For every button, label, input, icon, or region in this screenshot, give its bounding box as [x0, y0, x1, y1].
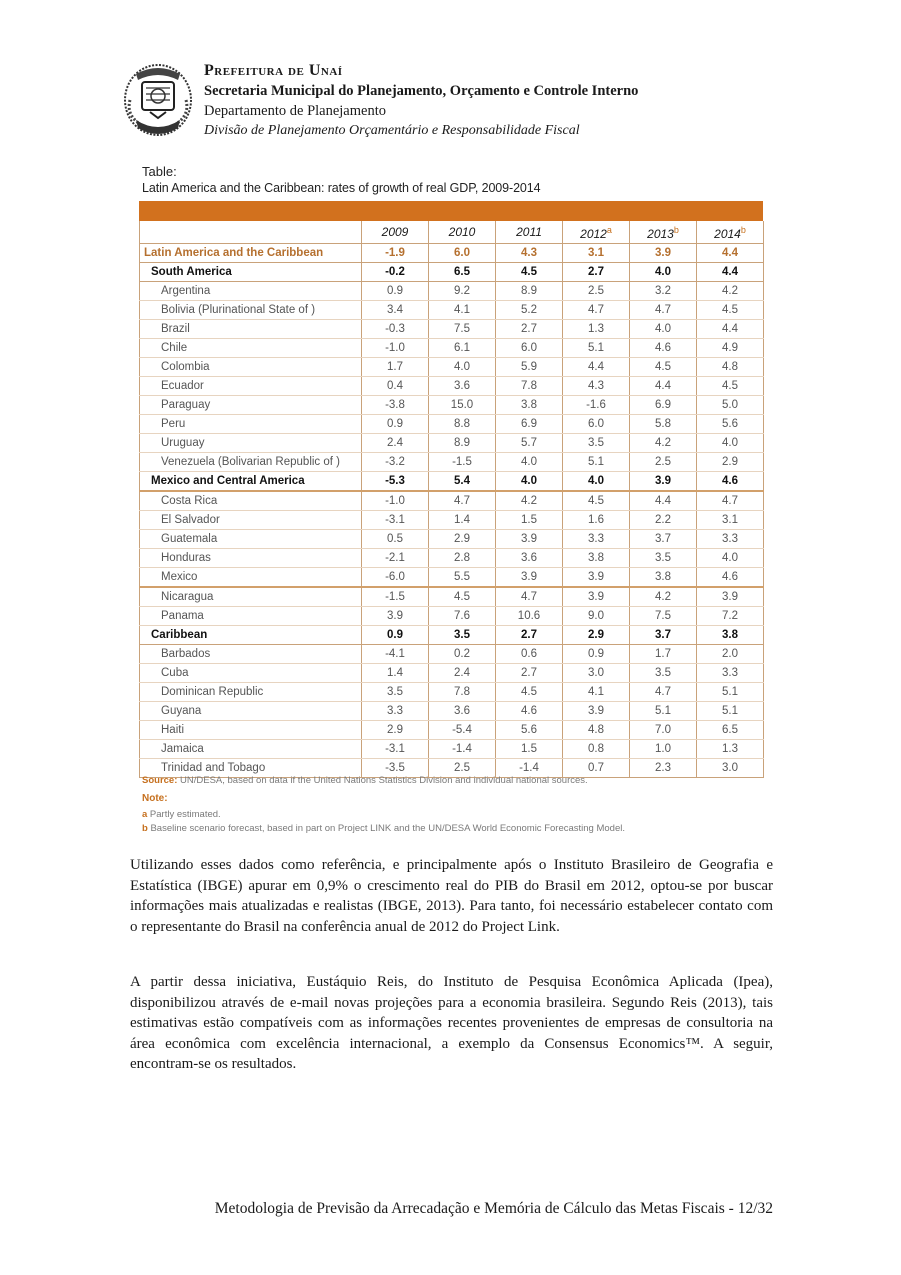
gdp-value-cell: 1.4: [362, 664, 429, 683]
year-label: 2009: [381, 225, 409, 239]
gdp-value-cell: 0.7: [563, 759, 630, 778]
gdp-value-cell: 3.0: [563, 664, 630, 683]
gdp-value-cell: 3.9: [362, 607, 429, 626]
gdp-value-cell: 4.5: [697, 301, 764, 320]
row-label: Brazil: [140, 320, 362, 339]
row-label: Chile: [140, 339, 362, 358]
gdp-value-cell: 1.7: [362, 358, 429, 377]
table-row: [140, 434, 764, 453]
division-name: Divisão de Planejamento Orçamentário e Responsabilidade Fiscal: [204, 123, 580, 138]
note-b: [142, 822, 625, 836]
gdp-value-cell: 3.5: [630, 549, 697, 568]
gdp-value-cell: 5.0: [697, 396, 764, 415]
table-title: Latin America and the Caribbean: rates of growth of real GDP, 2009-2014: [142, 181, 541, 195]
gdp-value-cell: 4.5: [429, 587, 496, 607]
gdp-value-cell: 4.0: [630, 263, 697, 282]
table-row: [140, 396, 764, 415]
gdp-value-cell: 3.9: [563, 587, 630, 607]
table-row: [140, 702, 764, 721]
row-label: Jamaica: [140, 740, 362, 759]
municipal-crest-icon: [122, 60, 194, 138]
gdp-value-cell: -5.4: [429, 721, 496, 740]
gdp-value-cell: 0.4: [362, 377, 429, 396]
gdp-value-cell: 2.8: [429, 549, 496, 568]
gdp-value-cell: 7.6: [429, 607, 496, 626]
gdp-value-cell: 3.9: [496, 530, 563, 549]
body-paragraph-1: Utilizando esses dados como referência, e principalmente após o Instituto Brasileiro de Geografia e Estatística (IBGE) apurar em 0,9% o crescimento real do PIB do Brasil em 2012, optou-se por buscar informações mais atualizadas e realistas (IBGE, 2013). Para tanto, foi necessário estabelecer contato com o representante do Brasil na conferência anual de 2012 do Project Link.: [130, 857, 773, 935]
gdp-value-cell: 4.5: [496, 683, 563, 702]
gdp-value-cell: 3.5: [362, 683, 429, 702]
gdp-value-cell: -0.2: [362, 263, 429, 282]
org-name: Prefeitura de Unaí: [204, 62, 343, 79]
gdp-value-cell: 4.0: [697, 434, 764, 453]
gdp-value-cell: 4.4: [630, 491, 697, 511]
gdp-value-cell: -3.2: [362, 453, 429, 472]
table-row: [140, 607, 764, 626]
row-label: Ecuador: [140, 377, 362, 396]
gdp-value-cell: 4.3: [496, 244, 563, 263]
gdp-value-cell: 7.5: [429, 320, 496, 339]
table-row: [140, 568, 764, 588]
gdp-value-cell: 0.9: [362, 415, 429, 434]
gdp-value-cell: 4.7: [630, 683, 697, 702]
gdp-value-cell: 4.5: [697, 377, 764, 396]
gdp-value-cell: -1.9: [362, 244, 429, 263]
year-footnote-marker: b: [740, 225, 746, 235]
gdp-value-cell: 4.4: [697, 244, 764, 263]
gdp-value-cell: 3.8: [563, 549, 630, 568]
gdp-value-cell: -5.3: [362, 472, 429, 492]
gdp-value-cell: 7.0: [630, 721, 697, 740]
gdp-value-cell: 7.2: [697, 607, 764, 626]
row-label: El Salvador: [140, 511, 362, 530]
gdp-value-cell: 3.8: [496, 396, 563, 415]
table-row: [140, 415, 764, 434]
gdp-value-cell: 4.7: [697, 491, 764, 511]
gdp-value-cell: 3.1: [697, 511, 764, 530]
row-label: Costa Rica: [140, 491, 362, 511]
gdp-value-cell: 2.5: [630, 453, 697, 472]
gdp-value-cell: 3.3: [362, 702, 429, 721]
gdp-value-cell: 15.0: [429, 396, 496, 415]
gdp-value-cell: 3.6: [496, 549, 563, 568]
year-header: [630, 221, 697, 244]
gdp-value-cell: 3.9: [496, 568, 563, 588]
gdp-value-cell: 2.4: [362, 434, 429, 453]
row-label: Panama: [140, 607, 362, 626]
row-label: Guatemala: [140, 530, 362, 549]
body-paragraph-2: A partir dessa iniciativa, Eustáquio Reis, do Instituto de Pesquisa Econômica Aplicada (Ipea), disponibilizou através de e-mail novas projeções para a economia brasileira. Segundo Reis (2013), tais estimativas estão compatíveis com as informações recentes provenientes de empresas de consultoria na área econômica com excelência internacional, a exemplo da Consensus Economics™. A seguir, encontram-se os resultados.: [130, 974, 773, 1072]
gdp-value-cell: 4.2: [630, 587, 697, 607]
year-label: 2014: [714, 227, 741, 241]
year-header: [563, 221, 630, 244]
table-row: [140, 358, 764, 377]
gdp-value-cell: 4.8: [563, 721, 630, 740]
table-row: [140, 282, 764, 301]
gdp-value-cell: 6.0: [563, 415, 630, 434]
gdp-value-cell: 1.4: [429, 511, 496, 530]
gdp-value-cell: 4.6: [496, 702, 563, 721]
note-label: Note:: [142, 793, 168, 804]
row-label: Argentina: [140, 282, 362, 301]
gdp-value-cell: 3.9: [563, 568, 630, 588]
gdp-value-cell: 6.5: [697, 721, 764, 740]
gdp-value-cell: 5.2: [496, 301, 563, 320]
year-footnote-marker: b: [673, 225, 679, 235]
gdp-value-cell: -1.5: [429, 453, 496, 472]
gdp-value-cell: 4.7: [563, 301, 630, 320]
table-caption: [142, 163, 540, 197]
year-label: 2012: [580, 227, 607, 241]
table-row: [140, 549, 764, 568]
gdp-value-cell: 6.1: [429, 339, 496, 358]
year-header: [429, 221, 496, 244]
gdp-value-cell: 4.2: [630, 434, 697, 453]
year-label: 2013: [647, 227, 674, 241]
gdp-table-container: [139, 201, 763, 778]
table-row: [140, 491, 764, 511]
gdp-value-cell: 4.4: [630, 377, 697, 396]
gdp-value-cell: 2.9: [362, 721, 429, 740]
gdp-value-cell: 1.3: [563, 320, 630, 339]
row-label: Haiti: [140, 721, 362, 740]
table-row: [140, 339, 764, 358]
gdp-value-cell: -1.6: [563, 396, 630, 415]
row-label: Latin America and the Caribbean: [140, 244, 362, 263]
gdp-growth-table: [139, 221, 764, 778]
table-header-bar: [139, 201, 763, 221]
gdp-value-cell: 3.7: [630, 530, 697, 549]
year-label: 2010: [448, 225, 476, 239]
gdp-value-cell: 3.6: [429, 377, 496, 396]
row-label: South America: [140, 263, 362, 282]
gdp-value-cell: 3.0: [697, 759, 764, 778]
row-label: Colombia: [140, 358, 362, 377]
gdp-value-cell: 2.7: [496, 320, 563, 339]
gdp-value-cell: 3.5: [429, 626, 496, 645]
gdp-value-cell: 4.5: [496, 263, 563, 282]
gdp-value-cell: 3.1: [563, 244, 630, 263]
gdp-value-cell: 4.9: [697, 339, 764, 358]
gdp-value-cell: 8.9: [496, 282, 563, 301]
gdp-value-cell: 6.0: [496, 339, 563, 358]
gdp-value-cell: 4.4: [697, 263, 764, 282]
gdp-value-cell: 6.0: [429, 244, 496, 263]
row-label: Barbados: [140, 645, 362, 664]
gdp-value-cell: 5.8: [630, 415, 697, 434]
gdp-value-cell: 3.8: [697, 626, 764, 645]
note-a-key: a: [142, 809, 148, 820]
source-line: [142, 774, 625, 788]
region-row: [140, 472, 764, 492]
gdp-value-cell: 4.0: [429, 358, 496, 377]
gdp-value-cell: 6.9: [630, 396, 697, 415]
gdp-value-cell: 4.0: [496, 453, 563, 472]
table-row: [140, 683, 764, 702]
gdp-value-cell: 4.1: [563, 683, 630, 702]
gdp-value-cell: 7.8: [496, 377, 563, 396]
gdp-value-cell: 5.1: [697, 683, 764, 702]
gdp-value-cell: 2.2: [630, 511, 697, 530]
source-label: Source:: [142, 775, 178, 786]
gdp-value-cell: 8.8: [429, 415, 496, 434]
gdp-value-cell: 4.6: [697, 472, 764, 492]
gdp-value-cell: 3.3: [697, 530, 764, 549]
gdp-value-cell: -4.1: [362, 645, 429, 664]
gdp-value-cell: -1.0: [362, 339, 429, 358]
gdp-value-cell: 4.5: [630, 358, 697, 377]
gdp-value-cell: 6.9: [496, 415, 563, 434]
gdp-value-cell: 3.8: [630, 568, 697, 588]
gdp-value-cell: 2.5: [563, 282, 630, 301]
gdp-value-cell: 5.4: [429, 472, 496, 492]
row-label: Mexico and Central America: [140, 472, 362, 492]
year-header: [362, 221, 429, 244]
table-label: Table:: [142, 164, 177, 179]
gdp-value-cell: 4.5: [563, 491, 630, 511]
gdp-value-cell: 4.7: [496, 587, 563, 607]
gdp-value-cell: 2.9: [563, 626, 630, 645]
gdp-value-cell: 2.9: [429, 530, 496, 549]
year-footnote-marker: a: [606, 225, 612, 235]
gdp-value-cell: 7.8: [429, 683, 496, 702]
secretariat-name: Secretaria Municipal do Planejamento, Orçamento e Controle Interno: [204, 83, 639, 99]
note-a: [142, 808, 625, 822]
gdp-value-cell: 1.6: [563, 511, 630, 530]
header-blank-cell: [140, 221, 362, 244]
gdp-value-cell: 0.5: [362, 530, 429, 549]
gdp-value-cell: 4.8: [697, 358, 764, 377]
page-footer: Metodologia de Previsão da Arrecadação e Memória de Cálculo das Metas Fiscais - 12/32: [214, 1200, 773, 1217]
gdp-value-cell: 3.3: [697, 664, 764, 683]
year-header: [697, 221, 764, 244]
gdp-value-cell: 1.0: [630, 740, 697, 759]
gdp-value-cell: 0.2: [429, 645, 496, 664]
table-row: [140, 664, 764, 683]
row-label: Caribbean: [140, 626, 362, 645]
gdp-value-cell: -1.0: [362, 491, 429, 511]
gdp-value-cell: 3.9: [630, 244, 697, 263]
gdp-value-cell: 3.7: [630, 626, 697, 645]
region-row: [140, 626, 764, 645]
row-label: Nicaragua: [140, 587, 362, 607]
gdp-value-cell: 2.4: [429, 664, 496, 683]
gdp-value-cell: 10.6: [496, 607, 563, 626]
gdp-value-cell: 2.7: [496, 664, 563, 683]
gdp-value-cell: 4.0: [496, 472, 563, 492]
gdp-value-cell: 1.5: [496, 740, 563, 759]
row-label: Mexico: [140, 568, 362, 588]
table-row: [140, 721, 764, 740]
gdp-value-cell: 5.7: [496, 434, 563, 453]
gdp-value-cell: -1.4: [429, 740, 496, 759]
gdp-value-cell: 0.9: [362, 282, 429, 301]
gdp-value-cell: 4.0: [697, 549, 764, 568]
gdp-value-cell: 4.0: [630, 320, 697, 339]
gdp-value-cell: 6.5: [429, 263, 496, 282]
gdp-value-cell: 4.4: [697, 320, 764, 339]
source-text: UN/DESA, based on data if the United Nations Statistics Division and individual national sources.: [177, 775, 588, 786]
gdp-value-cell: 9.0: [563, 607, 630, 626]
gdp-value-cell: -3.1: [362, 740, 429, 759]
gdp-value-cell: 0.9: [362, 626, 429, 645]
gdp-value-cell: -3.5: [362, 759, 429, 778]
row-label: Cuba: [140, 664, 362, 683]
gdp-value-cell: 4.6: [630, 339, 697, 358]
gdp-value-cell: 1.5: [496, 511, 563, 530]
gdp-value-cell: 4.0: [563, 472, 630, 492]
gdp-value-cell: 3.2: [630, 282, 697, 301]
gdp-value-cell: 9.2: [429, 282, 496, 301]
gdp-value-cell: 2.9: [697, 453, 764, 472]
gdp-value-cell: 3.9: [697, 587, 764, 607]
row-label: Dominican Republic: [140, 683, 362, 702]
gdp-value-cell: 0.8: [563, 740, 630, 759]
gdp-value-cell: 7.5: [630, 607, 697, 626]
gdp-value-cell: 1.7: [630, 645, 697, 664]
gdp-value-cell: 5.6: [697, 415, 764, 434]
row-label: Trinidad and Tobago: [140, 759, 362, 778]
gdp-value-cell: 3.6: [429, 702, 496, 721]
gdp-value-cell: 5.1: [697, 702, 764, 721]
row-label: Peru: [140, 415, 362, 434]
gdp-value-cell: 3.4: [362, 301, 429, 320]
gdp-value-cell: -2.1: [362, 549, 429, 568]
row-label: Bolivia (Plurinational State of ): [140, 301, 362, 320]
row-label: Guyana: [140, 702, 362, 721]
gdp-value-cell: 4.1: [429, 301, 496, 320]
table-row: [140, 377, 764, 396]
table-row: [140, 453, 764, 472]
gdp-value-cell: 4.7: [429, 491, 496, 511]
gdp-value-cell: -1.4: [496, 759, 563, 778]
table-row: [140, 740, 764, 759]
gdp-value-cell: 5.5: [429, 568, 496, 588]
gdp-value-cell: 3.9: [563, 702, 630, 721]
table-row: [140, 301, 764, 320]
gdp-value-cell: 3.5: [563, 434, 630, 453]
region-row: [140, 263, 764, 282]
department-name: Departamento de Planejamento: [204, 103, 386, 119]
gdp-value-cell: 4.2: [496, 491, 563, 511]
gdp-value-cell: 2.0: [697, 645, 764, 664]
gdp-value-cell: 4.3: [563, 377, 630, 396]
gdp-value-cell: -3.8: [362, 396, 429, 415]
gdp-value-cell: 4.6: [697, 568, 764, 588]
gdp-value-cell: 2.7: [496, 626, 563, 645]
row-label: Uruguay: [140, 434, 362, 453]
note-a-text: Partly estimated.: [147, 809, 221, 820]
gdp-value-cell: 5.9: [496, 358, 563, 377]
table-header-row: [140, 221, 764, 244]
gdp-value-cell: -6.0: [362, 568, 429, 588]
note-b-key: b: [142, 823, 148, 834]
gdp-value-cell: -1.5: [362, 587, 429, 607]
table-row: [140, 320, 764, 339]
gdp-value-cell: 4.2: [697, 282, 764, 301]
gdp-value-cell: -0.3: [362, 320, 429, 339]
table-notes: [142, 774, 625, 836]
gdp-value-cell: 5.1: [630, 702, 697, 721]
gdp-value-cell: 1.3: [697, 740, 764, 759]
gdp-value-cell: -3.1: [362, 511, 429, 530]
gdp-value-cell: 5.1: [563, 453, 630, 472]
gdp-value-cell: 2.5: [429, 759, 496, 778]
gdp-value-cell: 0.6: [496, 645, 563, 664]
total-row: [140, 244, 764, 263]
gdp-value-cell: 4.7: [630, 301, 697, 320]
gdp-value-cell: 0.9: [563, 645, 630, 664]
row-label: Honduras: [140, 549, 362, 568]
gdp-value-cell: 3.5: [630, 664, 697, 683]
year-label: 2011: [516, 225, 542, 239]
gdp-value-cell: 3.3: [563, 530, 630, 549]
table-row: [140, 587, 764, 607]
row-label: Paraguay: [140, 396, 362, 415]
gdp-value-cell: 2.3: [630, 759, 697, 778]
table-row: [140, 645, 764, 664]
gdp-value-cell: 3.9: [630, 472, 697, 492]
gdp-value-cell: 5.6: [496, 721, 563, 740]
gdp-value-cell: 4.4: [563, 358, 630, 377]
gdp-value-cell: 8.9: [429, 434, 496, 453]
table-row: [140, 530, 764, 549]
row-label: Venezuela (Bolivarian Republic of ): [140, 453, 362, 472]
gdp-value-cell: 2.7: [563, 263, 630, 282]
gdp-value-cell: 5.1: [563, 339, 630, 358]
note-b-text: Baseline scenario forecast, based in part on Project LINK and the UN/DESA World Economic Forecasting Model.: [147, 823, 625, 834]
year-header: [496, 221, 563, 244]
table-row: [140, 511, 764, 530]
